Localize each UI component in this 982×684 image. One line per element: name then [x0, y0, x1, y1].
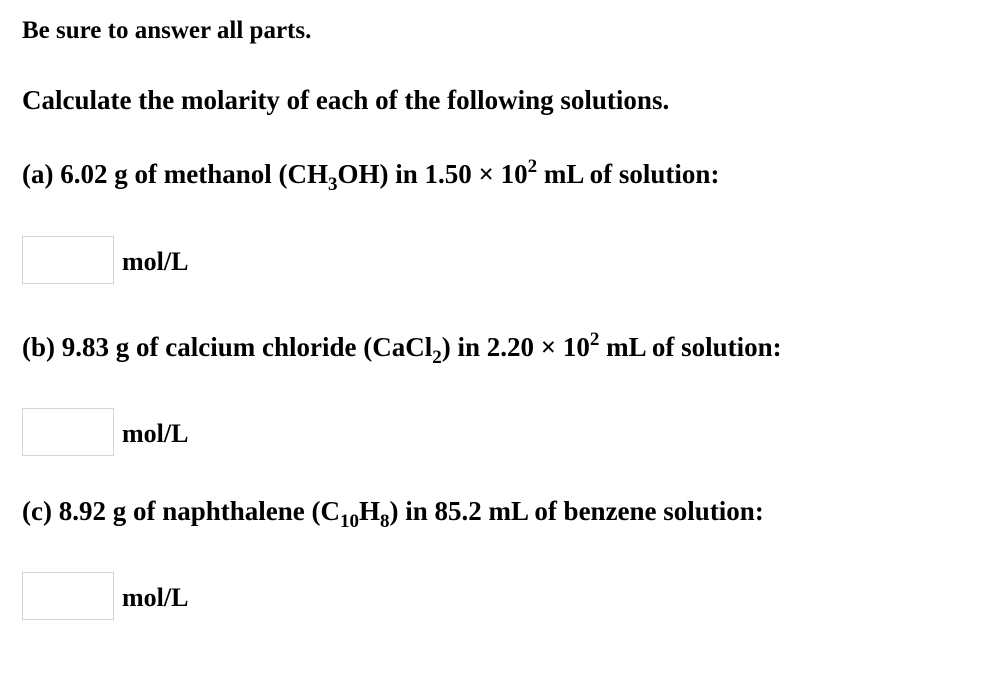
- unit-label-b: mol/L: [122, 419, 189, 448]
- answer-row-b: [22, 408, 188, 456]
- formula-part: C: [320, 496, 341, 526]
- answer-input-b[interactable]: [22, 408, 114, 456]
- formula-part: H: [359, 496, 381, 526]
- question-a-tail: mL of solution:: [543, 159, 720, 189]
- unit-label-c: mol/L: [122, 583, 189, 612]
- question-c-compound: naphthalene: [162, 496, 305, 526]
- question-b-compound: calcium chloride: [165, 332, 357, 362]
- question-c-label: (c): [22, 496, 52, 526]
- answer-input-a[interactable]: [22, 236, 114, 284]
- question-b-label: (b): [22, 332, 55, 362]
- answer-input-c[interactable]: [22, 572, 114, 620]
- question-a: (a) 6.02 g of methanol $(CH_3OH)$ in $1.50 \times 10^2$ mL of solution:: [22, 156, 720, 195]
- question-c-formula: [320, 496, 390, 532]
- question-a-formula: [287, 159, 380, 195]
- formula-subscript: 3: [327, 174, 338, 195]
- question-b: (b) 9.83 g of calcium chloride (CaCl$_2$) in $2.20 \times 10^2$ mL of solution:: [22, 329, 782, 368]
- question-a-label: (a): [22, 159, 54, 189]
- answer-row-a: [22, 236, 188, 284]
- formula-part: CaCl: [372, 332, 433, 362]
- question-a-mass: 6.02 g: [60, 159, 128, 189]
- formula-part: OH: [337, 159, 380, 189]
- unit-label-a: mol/L: [122, 247, 189, 276]
- formula-subscript: 10: [340, 511, 360, 532]
- formula-subscript: 2: [432, 347, 442, 368]
- formula-subscript: 8: [380, 511, 390, 532]
- question-a-compound: methanol: [163, 159, 272, 189]
- question-b-mass: 9.83 g: [61, 332, 130, 362]
- question-c-volume: 85.2 mL: [434, 496, 528, 526]
- answer-row-c: [22, 572, 188, 620]
- question-b-volume: $2.20 \times 10^2$: [486, 329, 600, 362]
- question-c-mass: 8.92 g: [58, 496, 127, 526]
- question-a-volume: $1.50 \times 10^2$: [424, 156, 538, 189]
- question-intro: Calculate the molarity of each of the following solutions.: [22, 85, 670, 115]
- question-b-formula: [372, 332, 442, 368]
- question-c: (c) 8.92 g of naphthalene $(C_{10}H_8)$ in 85.2 mL of benzene solution:: [22, 496, 764, 532]
- instructions-text: Be sure to answer all parts.: [22, 17, 312, 44]
- formula-part: CH: [287, 159, 328, 189]
- question-b-tail: mL of solution:: [606, 332, 782, 362]
- question-c-tail: of benzene solution:: [534, 496, 764, 526]
